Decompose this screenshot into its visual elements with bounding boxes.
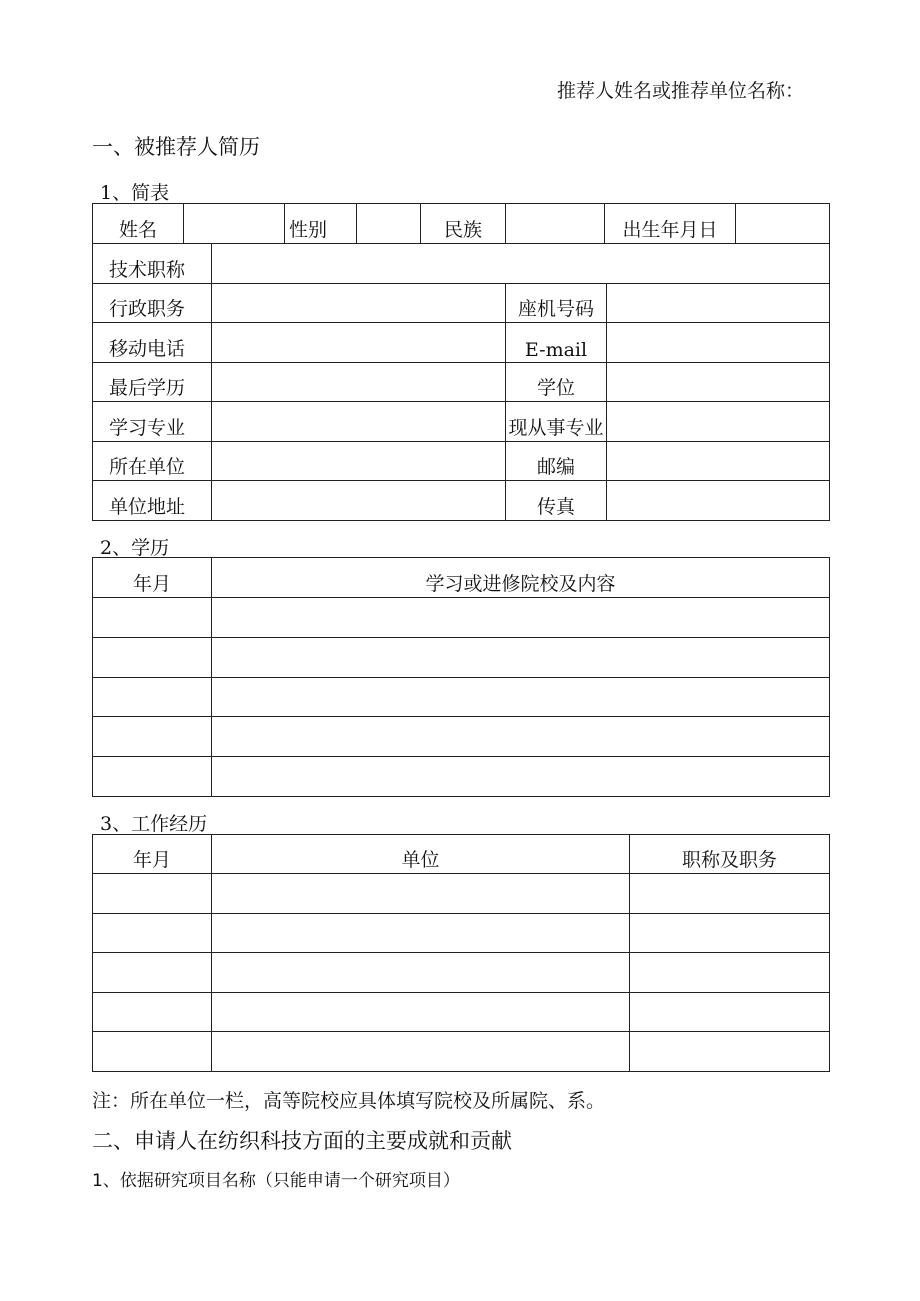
field-unit[interactable]: [212, 442, 506, 481]
field-tech-title[interactable]: [212, 244, 830, 284]
work-cell[interactable]: [212, 993, 630, 1032]
subsection-education-title: 2、学历: [100, 537, 170, 559]
field-name[interactable]: [184, 204, 285, 244]
work-cell[interactable]: [212, 953, 630, 993]
label-birth: 出生年月日: [605, 204, 736, 244]
edu-cell[interactable]: [212, 598, 830, 638]
recommender-label: 推荐人姓名或推荐单位名称：: [557, 80, 805, 102]
label-gender: 性别: [285, 204, 357, 244]
label-admin-post: 行政职务: [93, 284, 212, 323]
label-education: 最后学历: [93, 363, 212, 402]
field-unit-address[interactable]: [212, 481, 506, 521]
field-postcode[interactable]: [607, 442, 830, 481]
field-gender[interactable]: [357, 204, 421, 244]
section2-title: 二、申请人在纺织科技方面的主要成就和贡献: [92, 1129, 512, 1153]
work-cell[interactable]: [93, 1032, 212, 1072]
edu-cell[interactable]: [93, 678, 212, 717]
edu-cell[interactable]: [212, 638, 830, 678]
label-fax: 传真: [506, 481, 607, 521]
work-cell[interactable]: [630, 1032, 830, 1072]
edu-cell[interactable]: [212, 717, 830, 757]
label-unit-address: 单位地址: [93, 481, 212, 521]
field-fax[interactable]: [607, 481, 830, 521]
education-table: [92, 557, 830, 797]
label-degree: 学位: [506, 363, 607, 402]
work-header-unit: 单位: [212, 835, 630, 874]
field-landline[interactable]: [607, 284, 830, 323]
work-cell[interactable]: [630, 874, 830, 914]
note-text: 注：所在单位一栏，高等院校应具体填写院校及所属院、系。: [92, 1090, 606, 1112]
edu-cell[interactable]: [212, 678, 830, 717]
field-mobile[interactable]: [212, 323, 506, 363]
work-cell[interactable]: [630, 914, 830, 953]
edu-cell[interactable]: [212, 757, 830, 797]
edu-cell[interactable]: [93, 717, 212, 757]
edu-cell[interactable]: [93, 638, 212, 678]
edu-cell[interactable]: [93, 598, 212, 638]
field-degree[interactable]: [607, 363, 830, 402]
field-major[interactable]: [212, 402, 506, 442]
basic-info-table: [92, 203, 830, 521]
label-postcode: 邮编: [506, 442, 607, 481]
label-unit: 所在单位: [93, 442, 212, 481]
label-current-major: 现从事专业: [506, 402, 607, 442]
label-major: 学习专业: [93, 402, 212, 442]
section2-item1: 1、依据研究项目名称（只能申请一个研究项目）: [92, 1171, 460, 1191]
subsection-work-title: 3、工作经历: [100, 813, 208, 835]
field-email[interactable]: [607, 323, 830, 363]
work-cell[interactable]: [212, 1032, 630, 1072]
label-mobile: 移动电话: [93, 323, 212, 363]
section1-title: 一、被推荐人简历: [92, 135, 260, 159]
work-cell[interactable]: [212, 874, 630, 914]
label-tech-title: 技术职称: [93, 244, 212, 284]
field-ethnicity[interactable]: [506, 204, 605, 244]
field-education[interactable]: [212, 363, 506, 402]
work-cell[interactable]: [630, 953, 830, 993]
subsection-basic-title: 1、简表: [100, 182, 170, 204]
edu-cell[interactable]: [93, 757, 212, 797]
work-cell[interactable]: [630, 993, 830, 1032]
work-header-year: 年月: [93, 835, 212, 874]
work-cell[interactable]: [212, 914, 630, 953]
label-landline: 座机号码: [506, 284, 607, 323]
edu-header-content: 学习或进修院校及内容: [212, 558, 830, 598]
work-cell[interactable]: [93, 914, 212, 953]
label-name: 姓名: [93, 204, 184, 244]
work-cell[interactable]: [93, 874, 212, 914]
work-cell[interactable]: [93, 993, 212, 1032]
work-cell[interactable]: [93, 953, 212, 993]
label-email: E-mail: [506, 323, 607, 363]
label-ethnicity: 民族: [421, 204, 506, 244]
edu-header-year: 年月: [93, 558, 212, 598]
field-birth[interactable]: [736, 204, 830, 244]
field-admin-post[interactable]: [212, 284, 506, 323]
work-table: [92, 834, 830, 1072]
work-header-title: 职称及职务: [630, 835, 830, 874]
field-current-major[interactable]: [607, 402, 830, 442]
